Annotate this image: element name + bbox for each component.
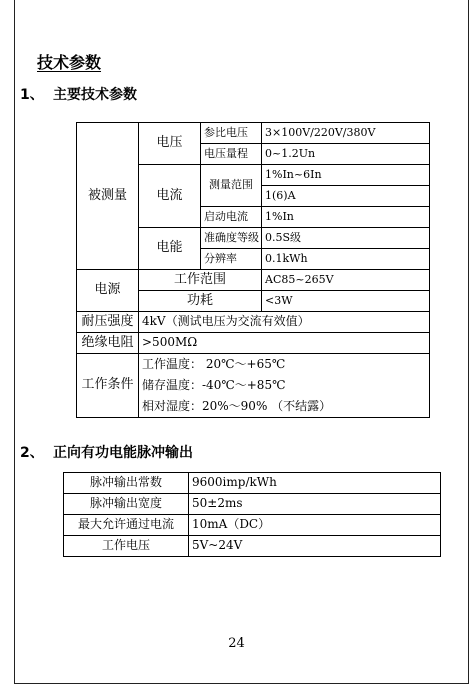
cell-accuracy-value: 0.5S级 xyxy=(262,228,430,249)
pulse-label: 最大允许通过电流 xyxy=(64,515,189,536)
cell-work-range: 工作范围 xyxy=(139,270,262,291)
cell-rated-voltage: 参比电压 xyxy=(201,123,262,144)
cell-measure-range-value-2: 1(6)A xyxy=(262,186,430,207)
section-2-title xyxy=(20,442,193,462)
table-row xyxy=(64,536,441,557)
pulse-value: 10mA（DC） xyxy=(189,515,441,536)
cell-resolution-value: 0.1kWh xyxy=(262,249,430,270)
cell-power: 电源 xyxy=(77,270,139,312)
cell-voltage-range: 电压量程 xyxy=(201,144,262,165)
cell-voltage: 电压 xyxy=(139,123,201,165)
condition-humidity: 相对湿度：20%～90% （不结露） xyxy=(142,399,332,413)
pulse-value: 9600imp/kWh xyxy=(189,473,441,494)
cell-conditions-values xyxy=(139,354,430,418)
cell-work-range-value: AC85~265V xyxy=(262,270,430,291)
section-2-number: 2、 xyxy=(20,445,44,461)
cell-insulation-value: >500MΩ xyxy=(139,333,430,354)
condition-temperature: 工作温度： 20℃～+65℃ xyxy=(142,357,286,371)
main-parameters-table xyxy=(76,122,430,418)
cell-withstand: 耐压强度 xyxy=(77,312,139,333)
pulse-value: 5V~24V xyxy=(189,536,441,557)
section-1-text: 主要技术参数 xyxy=(53,87,137,103)
section-2-text: 正向有功电能脉冲输出 xyxy=(53,445,193,461)
pulse-value: 50±2ms xyxy=(189,494,441,515)
table-row xyxy=(64,515,441,536)
pulse-label: 脉冲输出宽度 xyxy=(64,494,189,515)
condition-storage: 储存温度：-40℃～+85℃ xyxy=(142,378,286,392)
table-row xyxy=(64,473,441,494)
cell-start-current-value: 1%In xyxy=(262,207,430,228)
table-row xyxy=(64,494,441,515)
cell-measure-range: 测量范围 xyxy=(201,165,262,207)
cell-rated-voltage-value: 3×100V/220V/380V xyxy=(262,123,430,144)
page-heading: 技术参数 xyxy=(37,53,102,72)
cell-accuracy: 准确度等级 xyxy=(201,228,262,249)
page-number: 24 xyxy=(228,636,245,651)
cell-withstand-value: 4kV（测试电压为交流有效值） xyxy=(139,312,430,333)
cell-current: 电流 xyxy=(139,165,201,228)
cell-insulation: 绝缘电阻 xyxy=(77,333,139,354)
cell-resolution: 分辨率 xyxy=(201,249,262,270)
cell-energy: 电能 xyxy=(139,228,201,270)
section-1-title xyxy=(20,84,137,104)
cell-measure-range-value-1: 1%In~6In xyxy=(262,165,430,186)
cell-measured: 被测量 xyxy=(77,123,139,270)
section-1-number: 1、 xyxy=(20,87,44,103)
cell-consumption-value: <3W xyxy=(262,291,430,312)
cell-consumption: 功耗 xyxy=(139,291,262,312)
cell-conditions: 工作条件 xyxy=(77,354,139,418)
pulse-output-table xyxy=(63,472,441,557)
pulse-label: 脉冲输出常数 xyxy=(64,473,189,494)
cell-voltage-range-value: 0~1.2Un xyxy=(262,144,430,165)
pulse-label: 工作电压 xyxy=(64,536,189,557)
cell-start-current: 启动电流 xyxy=(201,207,262,228)
